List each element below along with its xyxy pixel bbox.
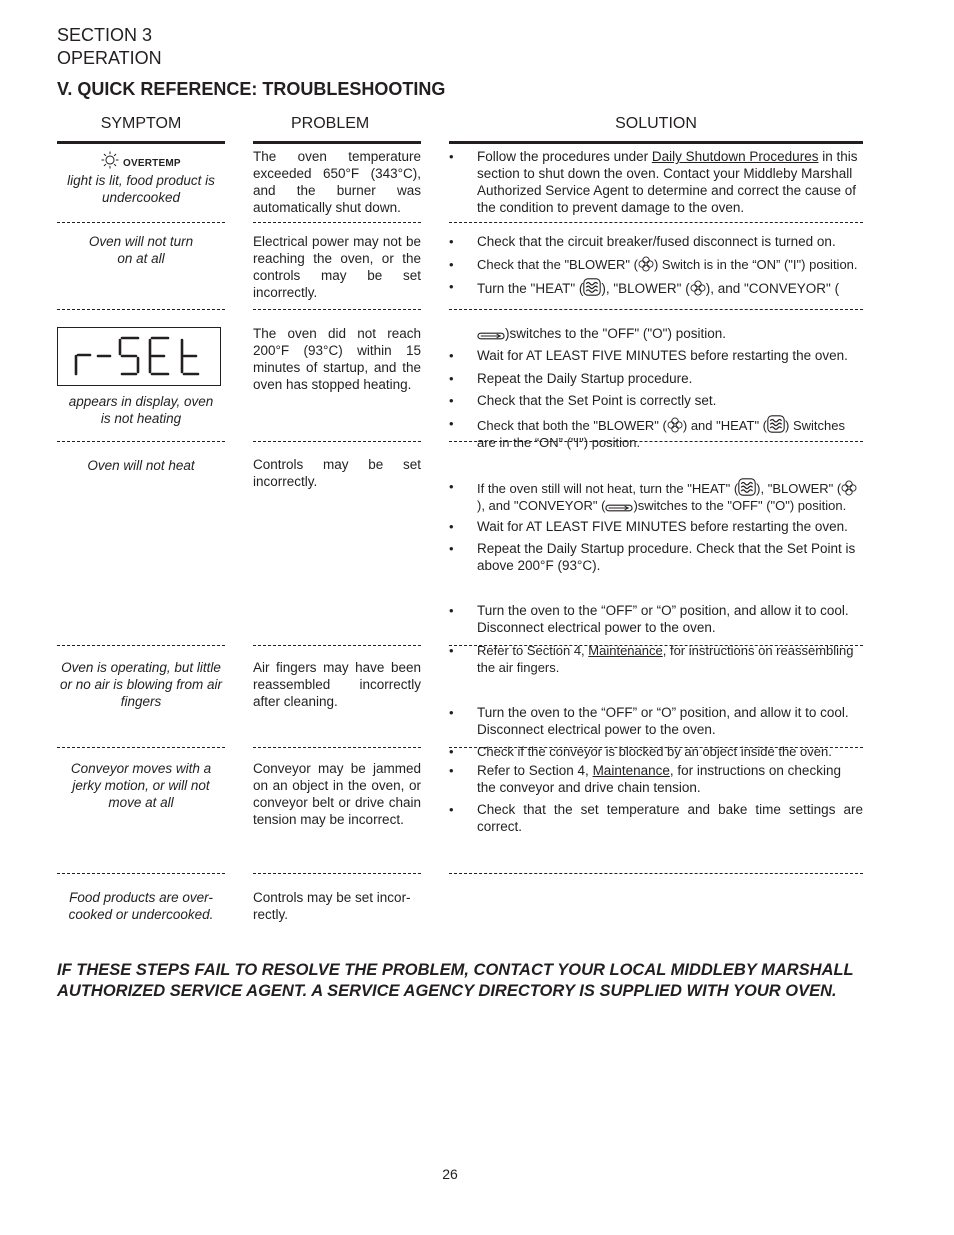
row-divider xyxy=(57,441,225,442)
overtemp-label: OVERTEMP xyxy=(123,158,181,169)
solution-text: Turn the oven to the “OFF” or “O” position, and allow it to cool. Disconnect electrical power to the oven. xyxy=(477,705,849,737)
solution-text: Check if the conveyor is blocked by an object inside the oven. xyxy=(477,744,832,759)
symptom-text: Conveyor moves with a jerky motion, or will not move at all xyxy=(70,761,212,810)
fan-icon xyxy=(841,480,857,496)
row-divider xyxy=(449,441,863,442)
problem-header-rule xyxy=(253,141,421,144)
bullet: • xyxy=(449,279,454,294)
problem-text: Controls may be set incor-rectly. xyxy=(253,890,411,922)
column-header-problem: PROBLEM xyxy=(291,115,370,132)
row-divider xyxy=(57,222,225,223)
row-divider xyxy=(57,747,225,748)
row-divider xyxy=(253,222,421,223)
sun-burst-icon xyxy=(101,151,119,169)
chapter-label: OPERATION xyxy=(57,48,162,68)
symptom-overtemp xyxy=(56,151,226,206)
row-divider xyxy=(253,747,421,748)
row-divider xyxy=(253,873,421,874)
bullet: • xyxy=(449,802,454,817)
symptom-header-rule xyxy=(57,141,225,144)
bullet: • xyxy=(449,541,454,556)
heat-waves-icon xyxy=(583,278,601,296)
section-label: SECTION 3 xyxy=(57,25,153,45)
solution-text: Wait for AT LEAST FIVE MINUTES before restarting the oven. xyxy=(477,519,848,534)
fan-icon xyxy=(690,280,706,296)
fan-icon xyxy=(667,417,683,433)
solution-text: Repeat the Daily Startup procedure. xyxy=(477,371,693,386)
bullet: • xyxy=(449,643,454,658)
conveyor-icon xyxy=(605,503,633,513)
row-divider xyxy=(57,873,225,874)
problem-text: Controls may be set incorrectly. xyxy=(253,457,421,489)
solution-text: Wait for AT LEAST FIVE MINUTES before restarting the oven. xyxy=(477,348,848,363)
solution-text: Refer to Section 4, Maintenance, for instructions on reassembling the air fingers. xyxy=(477,643,854,675)
maintenance-link: Maintenance xyxy=(588,643,663,658)
heat-waves-icon xyxy=(738,478,756,496)
row-divider xyxy=(57,645,225,646)
solution-text: Check that the Set Point is correctly set. xyxy=(477,393,717,408)
lcd-display xyxy=(57,327,221,386)
bullet: • xyxy=(449,371,454,386)
solution-text: Turn the oven to the “OFF” or “O” position, and allow it to cool. Disconnect electrical power to the oven. xyxy=(477,603,849,635)
display-readout xyxy=(58,328,220,385)
solution-text: If the oven still will not heat, turn the "HEAT" ( ), "BLOWER" (), and "CONVEYOR" ( )switches to the "OFF" ("O") position. xyxy=(477,478,863,514)
row-divider xyxy=(449,309,863,310)
row-divider xyxy=(449,873,863,874)
problem-text: Conveyor may be jammed on an object in the oven, or conveyor belt or drive chain tension may be incorrect. xyxy=(253,761,421,827)
bullet: • xyxy=(449,416,454,431)
contact-notice: IF THESE STEPS FAIL TO RESOLVE THE PROBLEM, CONTACT YOUR LOCAL MIDDLEBY MARSHALL AUTHORIZED SERVICE AGENT. A SERVICE AGENCY DIRECTORY IS SUPPLIED WITH YOUR OVEN. xyxy=(57,961,854,1000)
daily-shutdown-link: Daily Shutdown Procedures xyxy=(651,149,819,164)
solution-text: Refer to Section 4, Maintenance, for instructions on checking the conveyor and drive chain tension. xyxy=(477,763,841,795)
symptom-text: appears in display, oven is not heating xyxy=(68,394,214,426)
solution-text: )switches to the "OFF" ("O") position. xyxy=(477,325,863,342)
bullet: • xyxy=(449,705,454,720)
row-divider xyxy=(449,222,863,223)
row-divider xyxy=(253,645,421,646)
row-divider xyxy=(253,309,421,310)
solution-header-rule xyxy=(449,141,863,144)
solution-text: Check that the "BLOWER" ( ) Switch is in the “ON” ("I") position. xyxy=(477,257,858,272)
page-title: V. QUICK REFERENCE: TROUBLESHOOTING xyxy=(57,79,446,99)
symptom-text: Oven will not turn on at all xyxy=(88,234,194,266)
symptom-text: Oven is operating, but little or no air is blowing from air fingers xyxy=(59,660,223,709)
row-divider xyxy=(253,441,421,442)
symptom-text: light is lit, food product is undercooked xyxy=(67,173,215,205)
problem-text: Electrical power may not be reaching the oven, or the controls may be set incorrectly. xyxy=(253,234,421,300)
bullet: • xyxy=(449,603,454,618)
column-header-symptom: SYMPTOM xyxy=(100,115,182,132)
problem-text: Air fingers may have been reassembled incorrectly after cleaning. xyxy=(253,660,421,709)
heat-waves-icon xyxy=(767,415,785,433)
solution-text: Check that the circuit breaker/fused disconnect is turned on. xyxy=(477,234,836,249)
bullet: • xyxy=(449,519,454,534)
row-divider xyxy=(57,309,225,310)
maintenance-link: Maintenance xyxy=(592,763,670,778)
fan-icon xyxy=(638,256,654,272)
solution-text: Check that the set temperature and bake time settings are correct. xyxy=(477,802,863,834)
bullet: • xyxy=(449,257,454,272)
solution-text: Turn the "HEAT" ( ), "BLOWER" ( ), and "CONVEYOR" ( xyxy=(477,278,867,297)
problem-text: The oven temperature exceeded 650°F (343°C), and the burner was automatically shut down. xyxy=(253,149,421,215)
problem-text: The oven did not reach 200°F (93°C) within 15 minutes of startup, and the oven has stopped heating. xyxy=(253,326,421,392)
solution-text: Repeat the Daily Startup procedure. Check that the Set Point is above 200°F (93°C). xyxy=(477,541,856,573)
bullet: • xyxy=(449,763,454,778)
conveyor-icon xyxy=(477,331,505,341)
bullet: • xyxy=(449,393,454,408)
bullet: • xyxy=(449,348,454,363)
bullet: • xyxy=(449,149,454,164)
solution-text: Check that both the "BLOWER" ( ) and "HEAT" ( ) Switches are in the “ON” ("I") position. xyxy=(477,415,863,451)
bullet: • xyxy=(449,744,454,759)
symptom-text: Food products are over-cooked or undercooked. xyxy=(68,890,214,922)
bullet: • xyxy=(449,479,454,494)
bullet: • xyxy=(449,234,454,249)
symptom-text: Oven will not heat xyxy=(87,458,195,473)
column-header-solution: SOLUTION xyxy=(615,115,697,132)
page-number: 26 xyxy=(442,1166,458,1182)
solution-text: Follow the procedures under Daily Shutdown Procedures in this section to shut down the oven. Contact your Middleby Marshall Authorized Service Agent to determine and correct the cause of the condition to prevent damage to the oven. xyxy=(477,149,858,215)
